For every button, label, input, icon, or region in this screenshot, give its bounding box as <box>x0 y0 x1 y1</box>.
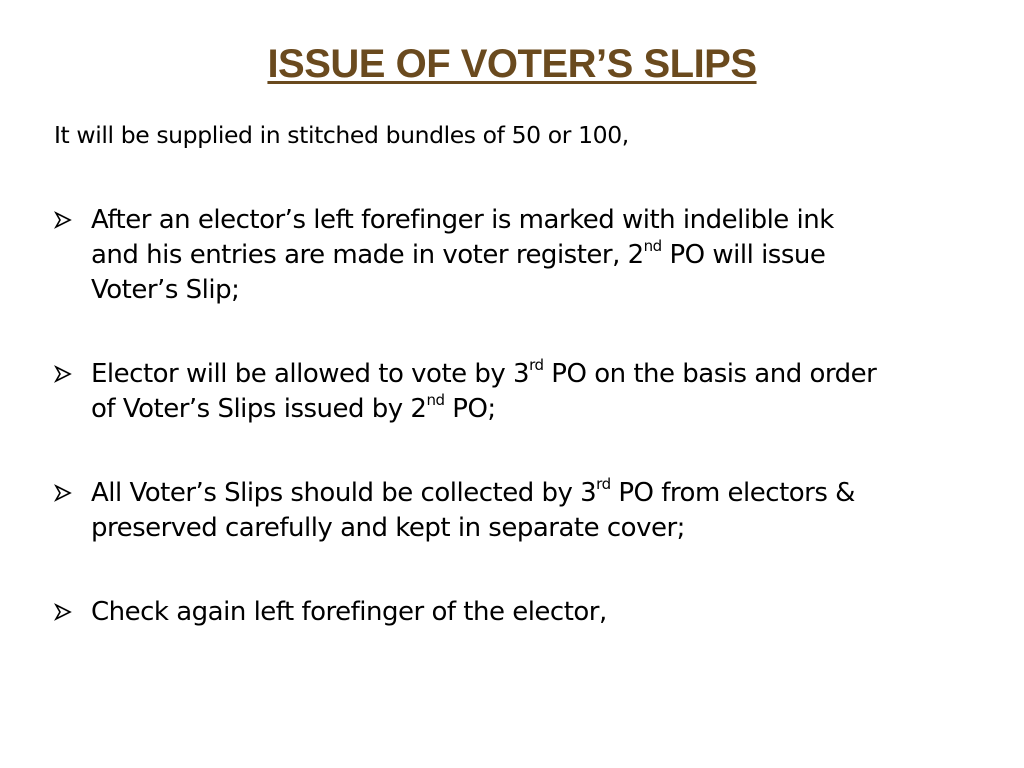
bullet-1-line-3: Voter’s Slip; <box>91 275 240 305</box>
ordinal-suffix: rd <box>596 475 611 494</box>
bullet-4-line-1: Check again left forefinger of the elector, <box>91 597 607 627</box>
slide-title <box>0 38 1024 90</box>
bullet-3-line-2: preserved carefully and kept in separate cover; <box>91 513 685 543</box>
intro-text: It will be supplied in stitched bundles of 50 or 100, <box>54 121 629 149</box>
arrow-bullet-icon <box>54 365 72 383</box>
ordinal-suffix: rd <box>529 356 544 375</box>
slide-title-text: ISSUE OF VOTER’S SLIPS <box>267 42 757 86</box>
bullet-2-line-2 <box>91 392 954 427</box>
bullet-2-line-1-b: PO on the basis and order <box>543 359 877 389</box>
ordinal-suffix: nd <box>426 391 445 410</box>
bullet-item-2 <box>54 357 954 427</box>
bullet-2-line-2-a: of Voter’s Slips issued by 2 <box>91 394 427 424</box>
bullet-2-line-1-a: Elector will be allowed to vote by 3 <box>91 359 530 389</box>
bullet-1-line-2-b: PO will issue <box>661 240 826 270</box>
bullet-3-line-1-a: All Voter’s Slips should be collected by 3 <box>91 478 597 508</box>
bullet-item-3 <box>54 476 954 546</box>
bullet-1-line-2 <box>91 238 954 273</box>
bullet-text-4 <box>91 595 954 630</box>
arrow-bullet-icon <box>54 211 72 229</box>
bullet-1-line-2-a: and his entries are made in voter register, 2 <box>91 240 644 270</box>
bullet-2-line-1 <box>91 357 954 392</box>
arrow-bullet-icon <box>54 484 72 502</box>
arrow-bullet-icon <box>54 603 72 621</box>
bullet-item-4 <box>54 595 954 630</box>
bullet-text-3 <box>91 476 954 546</box>
bullet-text-1 <box>91 203 954 308</box>
bullet-1-line-1: After an elector’s left forefinger is marked with indelible ink <box>91 205 834 235</box>
ordinal-suffix: nd <box>643 237 662 256</box>
bullet-3-line-1 <box>91 476 954 511</box>
bullet-item-1 <box>54 203 954 308</box>
bullet-2-line-2-b: PO; <box>444 394 496 424</box>
bullet-3-line-1-b: PO from electors & <box>610 478 855 508</box>
bullet-text-2 <box>91 357 954 427</box>
